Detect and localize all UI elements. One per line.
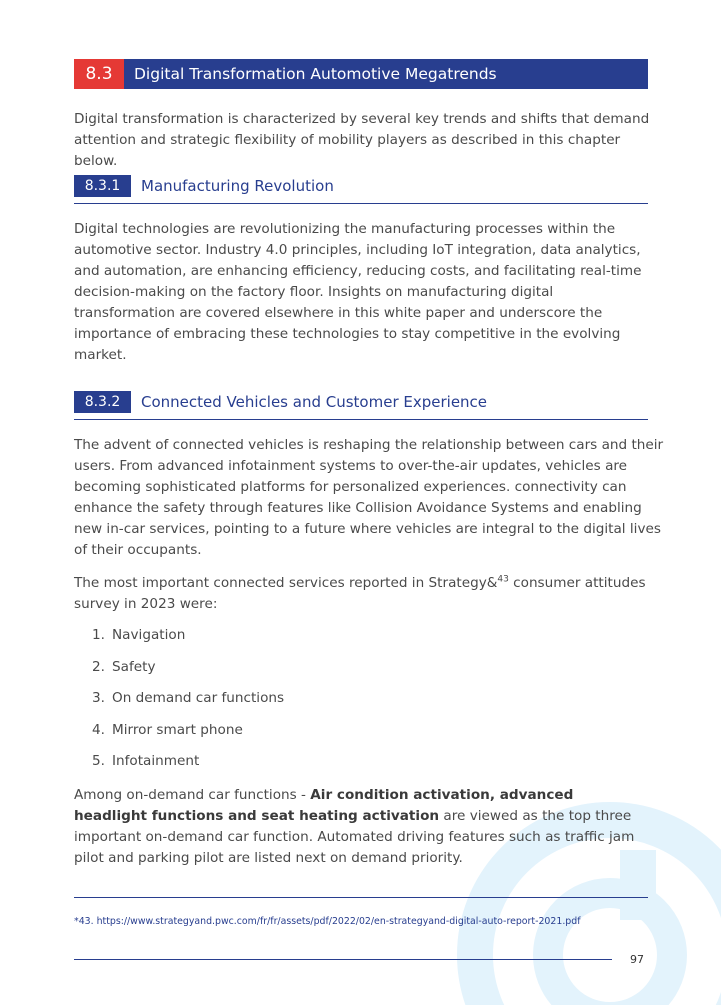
closing-text: Among on-demand car functions -: [74, 787, 311, 803]
closing-text-cont: are viewed as the top three important on-demand car function. Automated driving features such as traffic jam pilot and parking pilot are listed next on demand priority.: [74, 808, 635, 866]
section-title: Digital Transformation Automotive Megatrends: [134, 65, 497, 83]
subsection-title: Manufacturing Revolution: [141, 176, 334, 195]
list-text: Navigation: [112, 627, 186, 643]
list-number: 1.: [92, 627, 105, 643]
list-number: 4.: [92, 721, 105, 738]
survey-paragraph: [74, 573, 654, 615]
footnote-ref: 43: [497, 574, 509, 585]
footer-divider: [74, 959, 612, 960]
list-text: Infotainment: [112, 753, 200, 769]
closing-paragraph: [74, 785, 639, 869]
survey-text: The most important connected services reported in Strategy&: [74, 575, 498, 591]
list-number: 2.: [92, 658, 105, 675]
list-number: 3.: [92, 690, 105, 706]
list-number: 5.: [92, 753, 105, 769]
list-item: [92, 657, 284, 689]
subsection-number: 8.3.2: [74, 391, 131, 413]
connected-services-list: [92, 625, 284, 783]
manufacturing-paragraph: Digital technologies are revolutionizing the manufacturing processes within the automotive sector. Industry 4.0 principles, including IoT integration, data analytics, and automation, are enhancing efficiency, reducing costs, and facilitating real-time decision-making on the factory floor. Insights on manufacturing digital transformation are covered elsewhere in this white paper and underscore the importance of embracing these technologies to stay competitive in the evolving market.: [74, 221, 642, 363]
page-number: 97: [630, 953, 644, 966]
subsection-title: Connected Vehicles and Customer Experience: [141, 392, 488, 411]
list-text: On demand car functions: [112, 690, 285, 706]
list-item: [92, 751, 284, 783]
list-text: Mirror smart phone: [112, 721, 243, 738]
footnote-divider: [74, 897, 648, 898]
subsection-number: 8.3.1: [74, 175, 131, 197]
intro-paragraph: Digital transformation is characterized by several key trends and shifts that demand attention and strategic flexibility of mobility players as described in this chapter below.: [74, 111, 650, 169]
subsection-header-831: [74, 174, 648, 204]
connected-vehicles-paragraph: The advent of connected vehicles is reshaping the relationship between cars and their users. From advanced infotainment systems to over-the-air updates, vehicles are becoming sophisticated platforms for personalized experiences. connectivity can enhance the safety through features like Collision Avoidance Systems and enabling new in-car services, pointing to a future where vehicles are integral to the digital lives of their occupants.: [74, 437, 664, 558]
closing-bold-text: Air condition activation, advanced headlight functions and seat heating activation: [74, 787, 574, 824]
survey-text-cont: consumer attitudes survey in 2023 were:: [74, 575, 646, 612]
section-header: [74, 59, 648, 89]
list-item: [92, 720, 284, 752]
list-item: [92, 688, 284, 720]
list-item: [92, 625, 284, 657]
section-number: 8.3: [74, 59, 124, 89]
footnote: *43. https://www.strategyand.pwc.com/fr/fr/assets/pdf/2022/02/en-strategyand-digital-auto-report-2021.pdf: [74, 916, 581, 927]
list-text: Safety: [112, 658, 156, 675]
subsection-header-832: [74, 390, 648, 420]
